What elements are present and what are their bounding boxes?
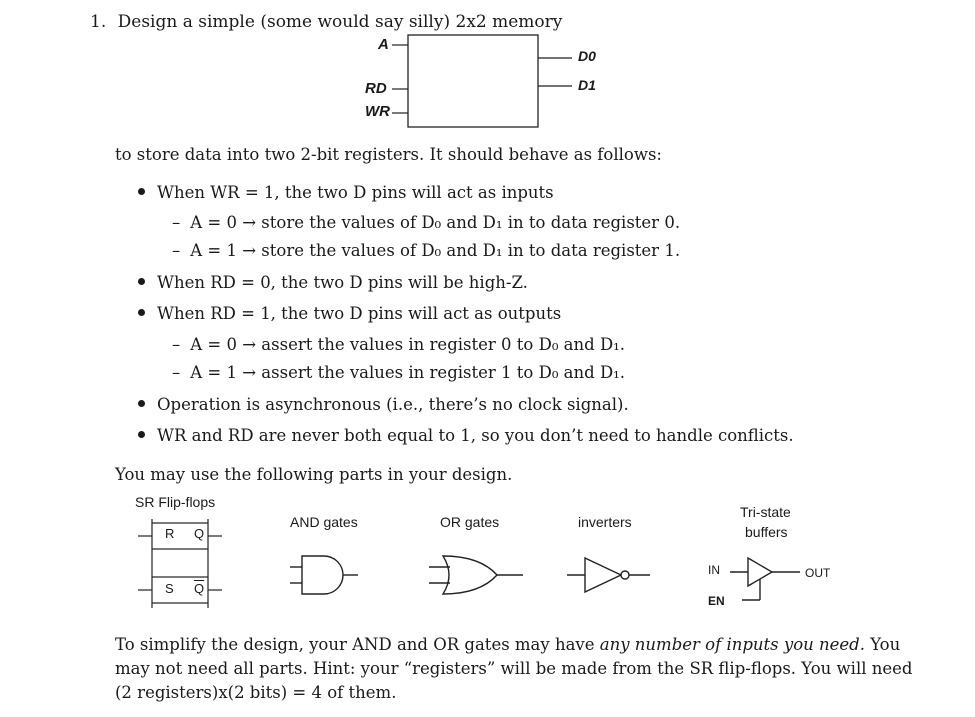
bullet-1-sub-1-text: A = 0 → store the values of D₀ and D₁ in to data register 0. xyxy=(190,213,681,232)
parts-intro: You may use the following parts in your design. xyxy=(115,465,513,484)
question-number: 1. xyxy=(90,12,107,32)
bullet-4-text: Operation is asynchronous (i.e., there’s no clock signal). xyxy=(157,395,629,414)
dash-marker: – xyxy=(172,241,181,260)
label-wr: WR xyxy=(365,103,390,120)
label-d0: D0 xyxy=(578,48,596,64)
bullet-2 xyxy=(138,273,528,292)
dash-marker: – xyxy=(172,335,181,354)
memory-block xyxy=(408,35,538,127)
bullet-1-sub-1 xyxy=(172,213,680,232)
bullet-dot xyxy=(138,188,145,195)
question-title xyxy=(90,12,562,32)
intro-text: to store data into two 2-bit registers. It should behave as follows: xyxy=(115,145,662,164)
bullet-3 xyxy=(138,304,561,323)
bullet-1 xyxy=(138,183,554,202)
bullet-3-text: When RD = 1, the two D pins will act as outputs xyxy=(157,304,562,323)
sr-qbar-label: $\overline{Q}$ xyxy=(194,581,205,596)
bullet-1-sub-2-text: A = 1 → store the values of D₀ and D₁ in to data register 1. xyxy=(190,241,681,260)
tristate-label-line1: Tri-state xyxy=(740,504,791,520)
question-title-text: Design a simple (some would say silly) 2x2 memory xyxy=(117,12,563,32)
closing-paragraph xyxy=(115,633,915,705)
tristate-en-label: EN xyxy=(708,594,725,608)
bullet-5 xyxy=(138,426,794,445)
sr-q-label: Q xyxy=(194,526,205,541)
and-gate-icon xyxy=(282,550,372,600)
or-gates-label: OR gates xyxy=(440,514,500,530)
closing-text-1: To simplify the design, your AND and OR gates may have xyxy=(115,635,600,654)
sr-flipflops-label: SR Flip-flops xyxy=(135,494,216,510)
tristate-label-line2: buffers xyxy=(745,524,788,540)
bullet-3-sub-1-text: A = 0 → assert the values in register 0 to D₀ and D₁. xyxy=(190,335,626,354)
sr-flipflop-symbol xyxy=(130,515,240,615)
bullet-dot xyxy=(138,431,145,438)
sr-s-label: S xyxy=(165,581,174,596)
inverter-icon xyxy=(565,550,660,600)
bullet-1-sub-2 xyxy=(172,241,680,260)
tristate-out-label: OUT xyxy=(805,566,831,580)
bullet-dot xyxy=(138,400,145,407)
sr-r-label: R xyxy=(165,526,175,541)
bullet-dot xyxy=(138,309,145,316)
bullet-5-text: WR and RD are never both equal to 1, so you don’t need to handle conflicts. xyxy=(157,426,794,445)
bullet-dot xyxy=(138,278,145,285)
dash-marker: – xyxy=(172,363,181,382)
bullet-3-sub-2-text: A = 1 → assert the values in register 1 to D₀ and D₁. xyxy=(190,363,626,382)
bullet-3-sub-2 xyxy=(172,363,625,382)
bullet-2-text: When RD = 0, the two D pins will be high-Z. xyxy=(157,273,528,292)
and-gates-label: AND gates xyxy=(290,514,358,530)
label-a: A xyxy=(378,36,389,53)
closing-text-2: You may not need all parts. Hint: your “registers” will be made from the SR flip-flops. You will need (2 registers)x(2 bits) = 4 of them. xyxy=(115,635,913,702)
tristate-in-label: IN xyxy=(708,563,720,577)
dash-marker: – xyxy=(172,213,181,232)
bullet-4 xyxy=(138,395,629,414)
inverters-label: inverters xyxy=(578,514,632,530)
tristate-buffer-icon xyxy=(728,550,808,610)
bullet-3-sub-1 xyxy=(172,335,625,354)
bullet-1-text: When WR = 1, the two D pins will act as inputs xyxy=(157,183,554,202)
label-d1: D1 xyxy=(578,77,596,93)
label-rd: RD xyxy=(365,80,387,97)
or-gate-icon xyxy=(425,550,535,600)
closing-emphasis: any number of inputs you need. xyxy=(599,635,865,654)
